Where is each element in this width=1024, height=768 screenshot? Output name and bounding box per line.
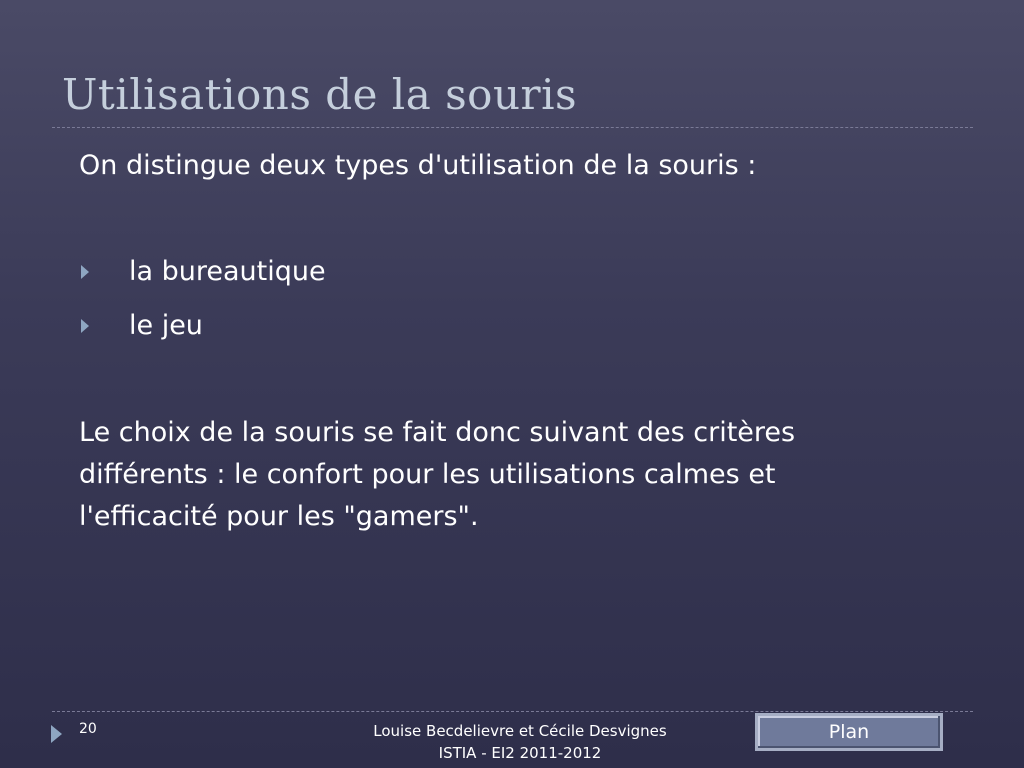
intro-text: On distingue deux types d'utilisation de la souris : xyxy=(79,150,757,181)
title-divider xyxy=(52,127,973,128)
bullet-label: le jeu xyxy=(129,310,203,341)
footer-credits xyxy=(330,720,710,764)
bullet-label: la bureautique xyxy=(129,256,326,287)
conclusion-text: Le choix de la souris se fait donc suivant des critères différents : le confort pour les utilisations calmes et l'efficacité pour les "gamers". xyxy=(79,417,796,532)
school-line: ISTIA - EI2 2011-2012 xyxy=(438,744,602,762)
plan-button[interactable]: Plan xyxy=(755,713,943,751)
play-arrow-icon xyxy=(51,725,62,743)
footer-divider xyxy=(52,711,973,712)
authors-line: Louise Becdelievre et Cécile Desvignes xyxy=(373,722,667,740)
page-number: 20 xyxy=(79,721,97,737)
triangle-bullet-icon xyxy=(81,265,89,279)
slide-title: Utilisations de la souris xyxy=(62,70,578,119)
triangle-bullet-icon xyxy=(81,319,89,333)
